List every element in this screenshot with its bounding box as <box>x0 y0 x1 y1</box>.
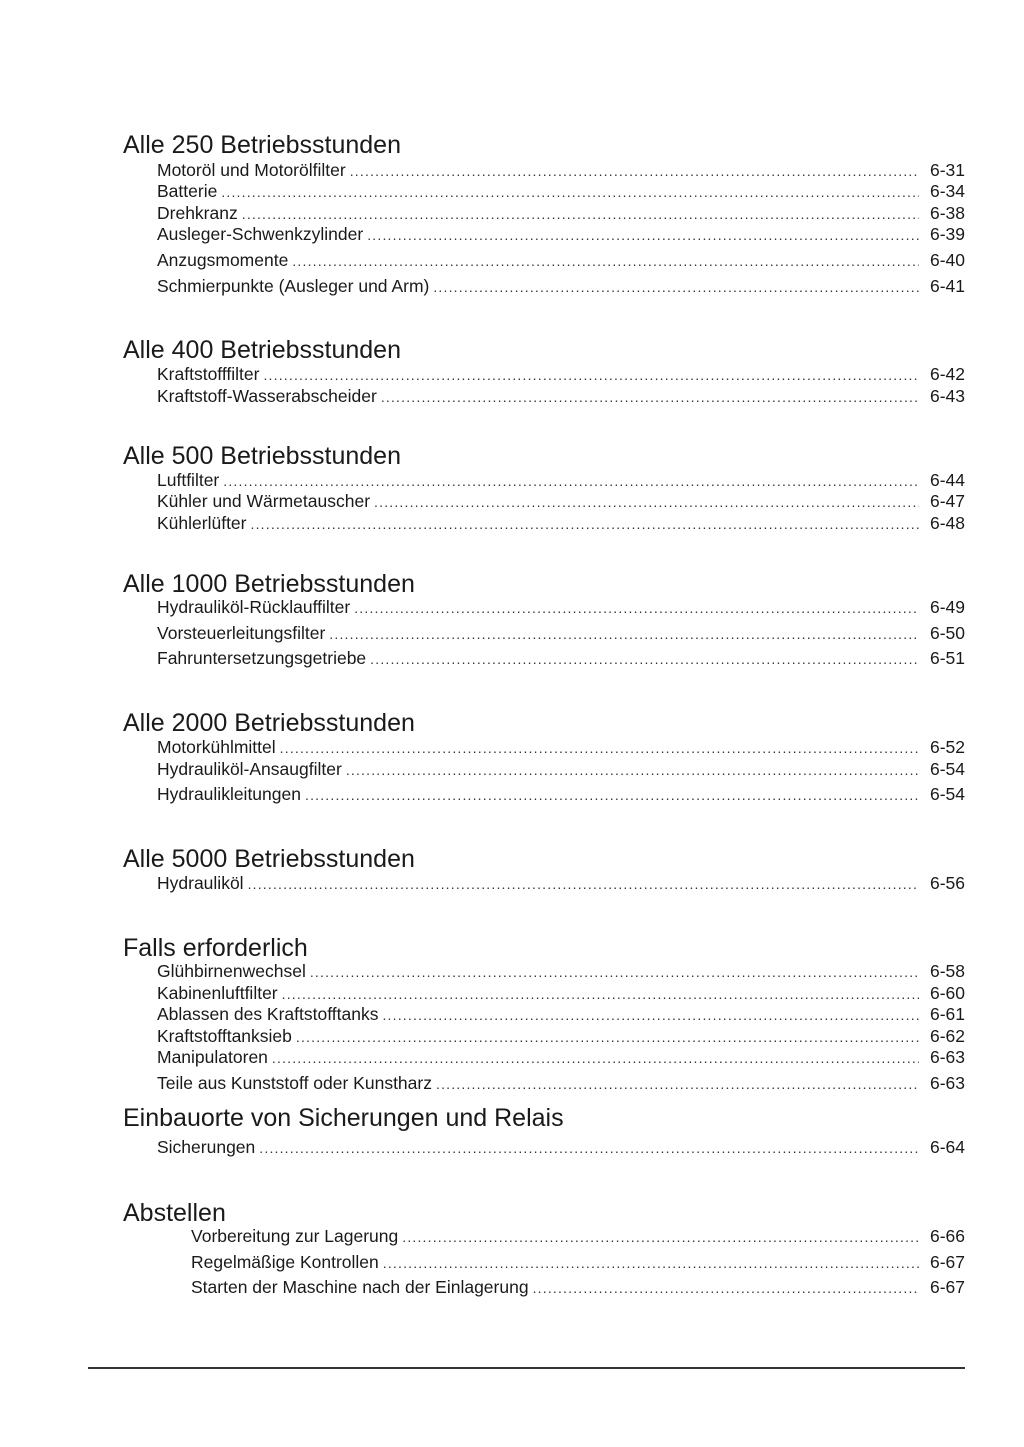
toc-entry[interactable] <box>157 276 965 297</box>
toc-entry-page: 6-67 <box>929 1252 965 1272</box>
toc-entry-page: 6-34 <box>929 181 965 201</box>
toc-entry-label: Ablassen des Kraftstofftanks <box>157 1004 379 1024</box>
toc-entry-page: 6-66 <box>929 1226 965 1246</box>
toc-entry-page: 6-39 <box>929 224 965 244</box>
dot-leader <box>433 277 919 298</box>
dot-leader <box>292 251 919 272</box>
dot-leader <box>272 1048 919 1069</box>
dot-leader <box>305 785 919 806</box>
toc-entry[interactable] <box>157 983 965 1004</box>
section-title: Alle 400 Betriebsstunden <box>123 336 401 364</box>
toc-entry-label: Kraftstofftanksieb <box>157 1026 292 1046</box>
toc-entry-label: Regelmäßige Kontrollen <box>191 1252 379 1272</box>
toc-entry[interactable] <box>157 160 965 181</box>
toc-entry-page: 6-41 <box>929 276 965 296</box>
dot-leader <box>402 1227 919 1248</box>
toc-entry-page: 6-50 <box>929 623 965 643</box>
toc-entry[interactable] <box>157 203 965 224</box>
toc-entry-page: 6-43 <box>929 386 965 406</box>
dot-leader <box>242 204 919 225</box>
section-title: Alle 1000 Betriebsstunden <box>123 570 415 598</box>
toc-entry[interactable] <box>157 1073 965 1094</box>
toc-entry[interactable] <box>157 250 965 271</box>
toc-entry-page: 6-64 <box>929 1137 965 1157</box>
toc-entry-label: Motorkühlmittel <box>157 737 276 757</box>
toc-entry-page: 6-56 <box>929 873 965 893</box>
toc-entry-page: 6-54 <box>929 759 965 779</box>
section-title: Alle 5000 Betriebsstunden <box>123 845 415 873</box>
dot-leader <box>310 962 919 983</box>
toc-entry-label: Luftfilter <box>157 470 220 490</box>
section-title: Alle 2000 Betriebsstunden <box>123 709 415 737</box>
toc-entry-page: 6-38 <box>929 203 965 223</box>
toc-entry[interactable] <box>157 386 965 407</box>
toc-entry-page: 6-40 <box>929 250 965 270</box>
toc-entry-page: 6-52 <box>929 737 965 757</box>
toc-entry-page: 6-62 <box>929 1026 965 1046</box>
toc-entry-page: 6-49 <box>929 597 965 617</box>
toc-entry-label: Kraftstoff-Wasserabscheider <box>157 386 377 406</box>
toc-entry[interactable] <box>157 1026 965 1047</box>
toc-entry-page: 6-63 <box>929 1073 965 1093</box>
dot-leader <box>329 624 919 645</box>
section-title: Alle 500 Betriebsstunden <box>123 442 401 470</box>
dot-leader <box>370 649 919 670</box>
dot-leader <box>346 760 919 781</box>
toc-entry-page: 6-58 <box>929 961 965 981</box>
toc-entry[interactable] <box>157 513 965 534</box>
dot-leader <box>259 1138 919 1159</box>
toc-entry[interactable] <box>157 364 965 385</box>
section-title: Abstellen <box>123 1199 226 1227</box>
toc-entry-page: 6-42 <box>929 364 965 384</box>
dot-leader <box>296 1027 919 1048</box>
toc-entry[interactable] <box>157 1137 965 1158</box>
toc-entry-label: Hydrauliköl-Ansaugfilter <box>157 759 342 779</box>
toc-entry-label: Kühler und Wärmetauscher <box>157 491 371 511</box>
toc-entry-page: 6-47 <box>929 491 965 511</box>
toc-entry-page: 6-44 <box>929 470 965 490</box>
toc-entry-label: Vorsteuerleitungsfilter <box>157 623 326 643</box>
dot-leader <box>381 387 919 408</box>
toc-entry-label: Teile aus Kunststoff oder Kunstharz <box>157 1073 432 1093</box>
toc-entry-label: Manipulatoren <box>157 1047 268 1067</box>
toc-entry-label: Fahruntersetzungsgetriebe <box>157 648 367 668</box>
toc-entry[interactable] <box>157 224 965 245</box>
dot-leader <box>382 1005 919 1026</box>
toc-entry[interactable] <box>191 1252 965 1273</box>
toc-entry[interactable] <box>157 759 965 780</box>
dot-leader <box>248 874 919 895</box>
toc-entry-label: Ausleger-Schwenkzylinder <box>157 224 364 244</box>
toc-entry[interactable] <box>191 1226 965 1247</box>
toc-entry-page: 6-31 <box>929 160 965 180</box>
toc-entry-page: 6-60 <box>929 983 965 1003</box>
toc-entry[interactable] <box>157 873 965 894</box>
toc-entry-label: Kraftstofffilter <box>157 364 260 384</box>
toc-entry[interactable] <box>157 181 965 202</box>
dot-leader <box>251 514 920 535</box>
toc-entry-page: 6-51 <box>929 648 965 668</box>
dot-leader <box>354 598 919 619</box>
toc-entry-label: Hydraulikleitungen <box>157 784 301 804</box>
toc-entry[interactable] <box>157 737 965 758</box>
toc-entry[interactable] <box>157 597 965 618</box>
toc-entry-page: 6-63 <box>929 1047 965 1067</box>
dot-leader <box>436 1074 919 1095</box>
toc-entry[interactable] <box>157 784 965 805</box>
toc-entry[interactable] <box>157 491 965 512</box>
toc-entry[interactable] <box>157 470 965 491</box>
toc-entry-label: Hydrauliköl <box>157 873 244 893</box>
toc-entry[interactable] <box>157 1047 965 1068</box>
toc-entry-label: Hydrauliköl-Rücklauffilter <box>157 597 351 617</box>
section-title: Alle 250 Betriebsstunden <box>123 131 401 159</box>
section-title: Falls erforderlich <box>123 934 308 962</box>
toc-entry-label: Schmierpunkte (Ausleger und Arm) <box>157 276 430 296</box>
toc-entry-label: Starten der Maschine nach der Einlagerung <box>191 1277 529 1297</box>
dot-leader <box>533 1278 919 1299</box>
toc-entry-label: Motoröl und Motorölfilter <box>157 160 346 180</box>
toc-entry-page: 6-61 <box>929 1004 965 1024</box>
toc-entry-label: Glühbirnenwechsel <box>157 961 306 981</box>
toc-entry[interactable] <box>157 1004 965 1025</box>
toc-entry-label: Kühlerlüfter <box>157 513 247 533</box>
toc-entry[interactable] <box>157 648 965 669</box>
dot-leader <box>223 471 919 492</box>
toc-entry-label: Kabinenluftfilter <box>157 983 278 1003</box>
toc-entry-page: 6-48 <box>929 513 965 533</box>
toc-entry-label: Anzugsmomente <box>157 250 289 270</box>
footer-rule <box>88 1367 965 1369</box>
dot-leader <box>383 1253 919 1274</box>
toc-entry-label: Vorbereitung zur Lagerung <box>191 1226 399 1246</box>
toc-entry-label: Drehkranz <box>157 203 238 223</box>
toc-entry-page: 6-54 <box>929 784 965 804</box>
dot-leader <box>221 182 919 203</box>
toc-entry-label: Batterie <box>157 181 218 201</box>
toc-entry-label: Sicherungen <box>157 1137 256 1157</box>
toc-entry-page: 6-67 <box>929 1277 965 1297</box>
dot-leader <box>280 738 919 759</box>
toc-entry[interactable] <box>157 961 965 982</box>
dot-leader <box>374 492 919 513</box>
dot-leader <box>350 161 919 182</box>
dot-leader <box>263 365 919 386</box>
dot-leader <box>282 984 919 1005</box>
dot-leader <box>367 225 919 246</box>
toc-entry[interactable] <box>191 1277 965 1298</box>
toc-entry[interactable] <box>157 623 965 644</box>
section-title: Einbauorte von Sicherungen und Relais <box>123 1104 564 1132</box>
